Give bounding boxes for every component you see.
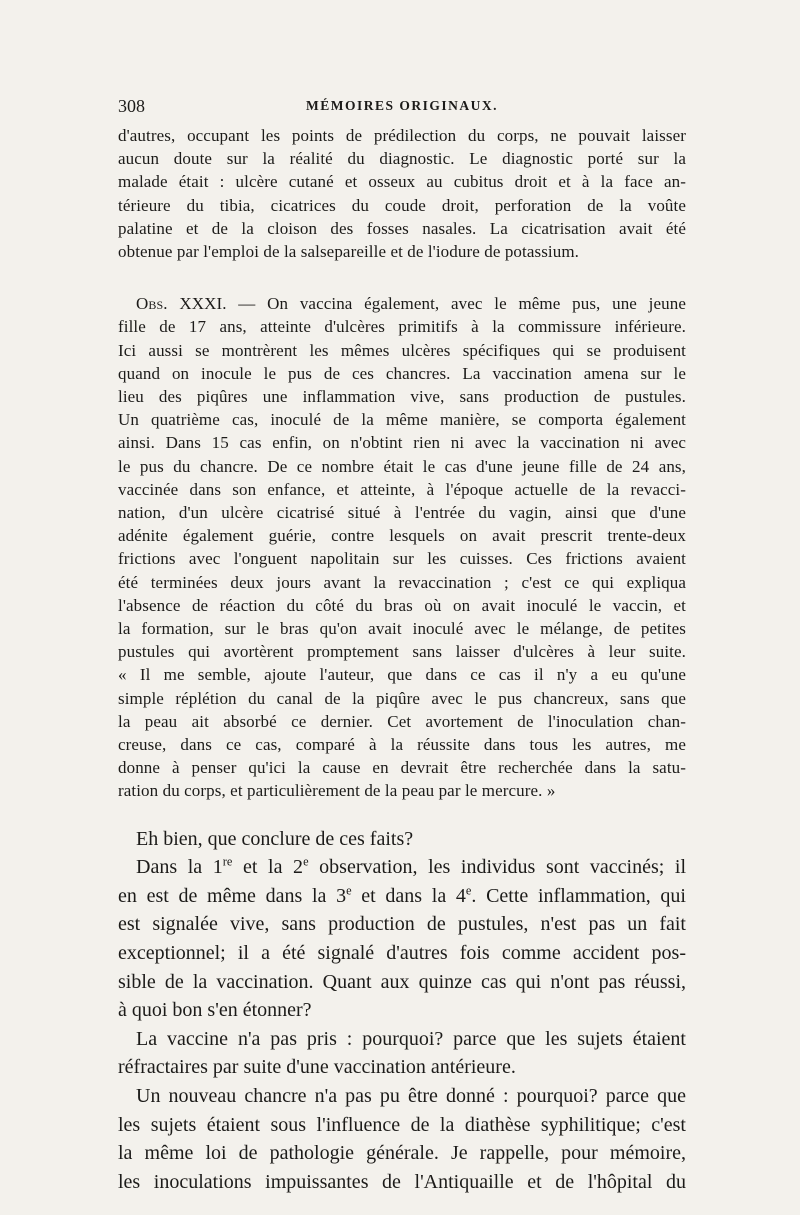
text-line: été terminées deux jours avant la revaccination ; c'est ce qui expliqua [118,572,686,592]
text-line: malade était : ulcère cutané et osseux au cubitus droit et à la face an- [118,172,686,192]
text-line: Ici aussi se montrèrent les mêmes ulcères spécifiques qui se produisent [118,340,686,360]
text-line: vaccinée dans son enfance, et atteinte, à l'époque actuelle de la revacci- [118,479,686,499]
text-line: la même loi de pathologie générale. Je rappelle, pour mémoire, [118,1142,686,1165]
text-line: les sujets étaient sous l'influence de la diathèse syphilitique; c'est [118,1113,686,1136]
text-line: creuse, dans ce cas, comparé à la réussite dans tous les autres, me [118,735,686,755]
running-title: MÉMOIRES ORIGINAUX. [305,98,498,113]
text-line: réfractaires par suite d'une vaccination antérieure. [118,1056,516,1079]
text-line: palatine et de la cloison des fosses nasales. La cicatrisation avait été [118,218,686,238]
text-line: frictions avec l'onguent napolitain sur les cuisses. Ces frictions avaient [118,549,686,569]
paragraph-observations [118,853,686,1025]
text-line: sible de la vaccination. Quant aux quinze cas qui n'ont pas réussi, [118,970,686,993]
text-line: la formation, sur le bras qu'on avait inoculé avec le mélange, de petites [118,619,686,639]
text-line: Obs. XXXI. — On vaccina également, avec le même pus, une jeune [136,294,686,314]
text-line: Un nouveau chancre n'a pas pu être donné : pourquoi? parce que [136,1085,686,1108]
text-line: pustules qui avortèrent promptement sans laisser d'ulcères à leur suite. [118,642,686,662]
text-line: adénite également guérie, contre lesquels on avait prescrit trente-deux [118,526,686,546]
text-line: les inoculations impuissantes de l'Antiquaille et de l'hôpital du [118,1170,686,1193]
text-line: lieu des piqûres une inflammation vive, sans production de pustules. [118,387,686,407]
text-line: d'autres, occupant les points de prédilection du corps, ne pouvait laisser [118,126,686,145]
text-line: donne à penser qu'ici la cause en devrait être recherchée dans la satu- [118,758,686,778]
text-line: simple réplétion du canal de la piqûre avec le pus chancreux, sans que [118,688,686,708]
text-line: fille de 17 ans, atteinte d'ulcères primitifs à la commissure inférieure. [118,317,686,337]
text-line: est signalée vive, sans production de pustules, n'est pas un fait [118,913,686,936]
paragraph-question: Eh bien, que conclure de ces faits? [136,827,414,850]
text-line: ration du corps, et particulièrement de la peau par le mercure. » [118,781,556,801]
paragraph-observation-31 [118,292,686,802]
paragraph-chancre [118,1082,686,1196]
text-line: ainsi. Dans 15 cas enfin, on n'obtint rien ni avec la vaccination ni avec [118,433,686,453]
text-line: à quoi bon s'en étonner? [118,999,312,1022]
page-number: 308 [118,96,145,116]
page-header [118,96,686,118]
observation-label: Obs. XXXI. [136,294,227,314]
text-line: obtenue par l'emploi de la salsepareille et de l'iodure de potassium. [118,242,580,262]
text-line: l'absence de réaction du côté du bras où on avait inoculé le vaccin, et [118,595,686,615]
paragraph-vaccine [118,1025,686,1082]
text-line: aucun doute sur la réalité du diagnostic. Le diagnostic porté sur la [118,149,686,169]
text-line: le pus du chancre. De ce nombre était le cas d'une jeune fille de 24 ans, [118,456,686,476]
body-text [118,124,686,1196]
text-line: la peau ait absorbé ce dernier. Cet avortement de l'inoculation chan- [118,711,686,731]
text-line: Un quatrième cas, inoculé de la même manière, se comporta également [118,410,686,430]
text-line: nation, d'un ulcère cicatrisé situé à l'entrée du vagin, ainsi que d'une [118,503,686,523]
text-line: en est de même dans la 3e et dans la 4e. Cette inflammation, qui [118,883,686,907]
text-line: quand on inocule le pus de ces chancres. La vaccination amena sur le [118,363,686,383]
text-line: exceptionnel; il a été signalé d'autres fois comme accident pos- [118,942,686,965]
text-line: La vaccine n'a pas pris : pourquoi? parce que les sujets étaient [136,1027,686,1050]
text-line: térieure du tibia, cicatrices du coude droit, perforation de la voûte [118,195,686,215]
paragraph-diagnosis [118,124,686,263]
text-line: « Il me semble, ajoute l'auteur, que dans ce cas il n'y a eu qu'une [118,665,686,685]
text-line: Dans la 1re et la 2e observation, les individus sont vaccinés; il [136,854,686,879]
